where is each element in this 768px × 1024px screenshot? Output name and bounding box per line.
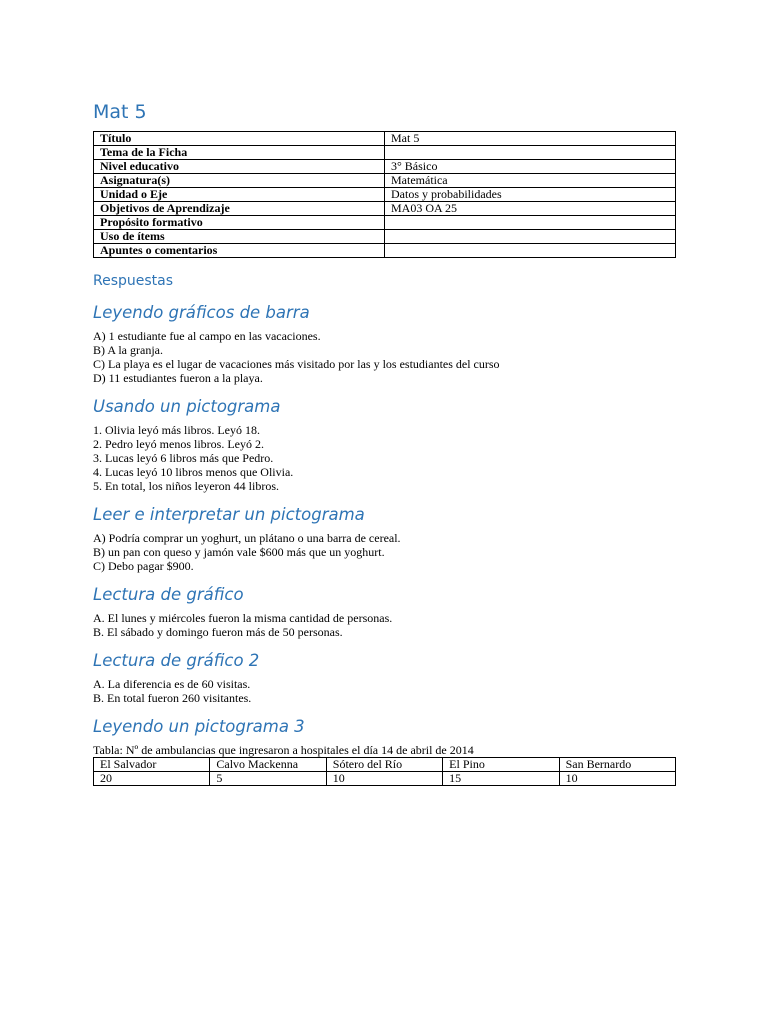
metadata-table xyxy=(93,131,676,258)
answer-line: 2. Pedro leyó menos libros. Leyó 2. xyxy=(93,437,264,451)
document-content xyxy=(93,98,676,786)
answer-list xyxy=(93,531,676,573)
answer-line: C) Debo pagar $900. xyxy=(93,559,194,573)
table-header-cell: Sótero del Río xyxy=(326,758,442,772)
table-row xyxy=(94,772,676,786)
metadata-value xyxy=(385,146,676,160)
ambulance-table xyxy=(93,757,676,786)
metadata-row xyxy=(94,216,676,230)
table-cell: 20 xyxy=(94,772,210,786)
metadata-value: MA03 OA 25 xyxy=(385,202,676,216)
answer-line: B) A la granja. xyxy=(93,343,163,357)
metadata-value: 3° Básico xyxy=(385,160,676,174)
table-cell: 5 xyxy=(210,772,326,786)
answer-line: A) Podría comprar un yoghurt, un plátano o una barra de cereal. xyxy=(93,531,401,545)
answer-line: B. En total fueron 260 visitantes. xyxy=(93,691,252,705)
table-cell: 10 xyxy=(559,772,675,786)
metadata-label: Propósito formativo xyxy=(94,216,385,230)
metadata-value: Matemática xyxy=(385,174,676,188)
metadata-row xyxy=(94,132,676,146)
metadata-value xyxy=(385,216,676,230)
answer-line: B. El sábado y domingo fueron más de 50 personas. xyxy=(93,625,343,639)
section-heading: Leer e interpretar un pictograma xyxy=(93,505,365,524)
section-heading: Leyendo un pictograma 3 xyxy=(93,717,305,736)
answer-list xyxy=(93,329,676,385)
metadata-value: Datos y probabilidades xyxy=(385,188,676,202)
metadata-row xyxy=(94,244,676,258)
answer-line: B) un pan con queso y jamón vale $600 más que un yoghurt. xyxy=(93,545,385,559)
answer-line: A. La diferencia es de 60 visitas. xyxy=(93,677,251,691)
table-header-cell: El Salvador xyxy=(94,758,210,772)
respuestas-heading: Respuestas xyxy=(93,273,174,289)
metadata-row xyxy=(94,146,676,160)
metadata-label: Unidad o Eje xyxy=(94,188,385,202)
metadata-value xyxy=(385,230,676,244)
section-heading: Usando un pictograma xyxy=(93,397,281,416)
table-header-cell: El Pino xyxy=(443,758,559,772)
table-header-cell: Calvo Mackenna xyxy=(210,758,326,772)
metadata-row xyxy=(94,160,676,174)
metadata-label: Apuntes o comentarios xyxy=(94,244,385,258)
metadata-value: Mat 5 xyxy=(385,132,676,146)
metadata-value xyxy=(385,244,676,258)
metadata-label: Título xyxy=(94,132,385,146)
document-title: Mat 5 xyxy=(93,101,147,123)
metadata-row xyxy=(94,174,676,188)
answer-list xyxy=(93,423,676,493)
table-cell: 15 xyxy=(443,772,559,786)
section-heading: Lectura de gráfico xyxy=(93,585,244,604)
answer-list xyxy=(93,611,676,639)
answer-line: 5. En total, los niños leyeron 44 libros. xyxy=(93,479,279,493)
section-heading: Leyendo gráficos de barra xyxy=(93,303,310,322)
answer-line: A) 1 estudiante fue al campo en las vacaciones. xyxy=(93,329,321,343)
answer-sections xyxy=(93,301,676,705)
metadata-label: Tema de la Ficha xyxy=(94,146,385,160)
table-header-row xyxy=(94,758,676,772)
metadata-label: Nivel educativo xyxy=(94,160,385,174)
metadata-label: Objetivos de Aprendizaje xyxy=(94,202,385,216)
table-caption: Tabla: Nº de ambulancias que ingresaron a hospitales el día 14 de abril de 2014 xyxy=(93,743,474,757)
section-heading: Lectura de gráfico 2 xyxy=(93,651,260,670)
metadata-label: Uso de ítems xyxy=(94,230,385,244)
table-cell: 10 xyxy=(326,772,442,786)
answer-line: D) 11 estudiantes fueron a la playa. xyxy=(93,371,263,385)
answer-line: 4. Lucas leyó 10 libros menos que Olivia. xyxy=(93,465,294,479)
metadata-label: Asignatura(s) xyxy=(94,174,385,188)
answer-line: 3. Lucas leyó 6 libros más que Pedro. xyxy=(93,451,274,465)
answer-line: A. El lunes y miércoles fueron la misma cantidad de personas. xyxy=(93,611,393,625)
table-header-cell: San Bernardo xyxy=(559,758,675,772)
answer-line: 1. Olivia leyó más libros. Leyó 18. xyxy=(93,423,260,437)
answer-line: C) La playa es el lugar de vacaciones más visitado por las y los estudiantes del curso xyxy=(93,357,500,371)
metadata-row xyxy=(94,202,676,216)
metadata-row xyxy=(94,230,676,244)
metadata-row xyxy=(94,188,676,202)
answer-list xyxy=(93,677,676,705)
